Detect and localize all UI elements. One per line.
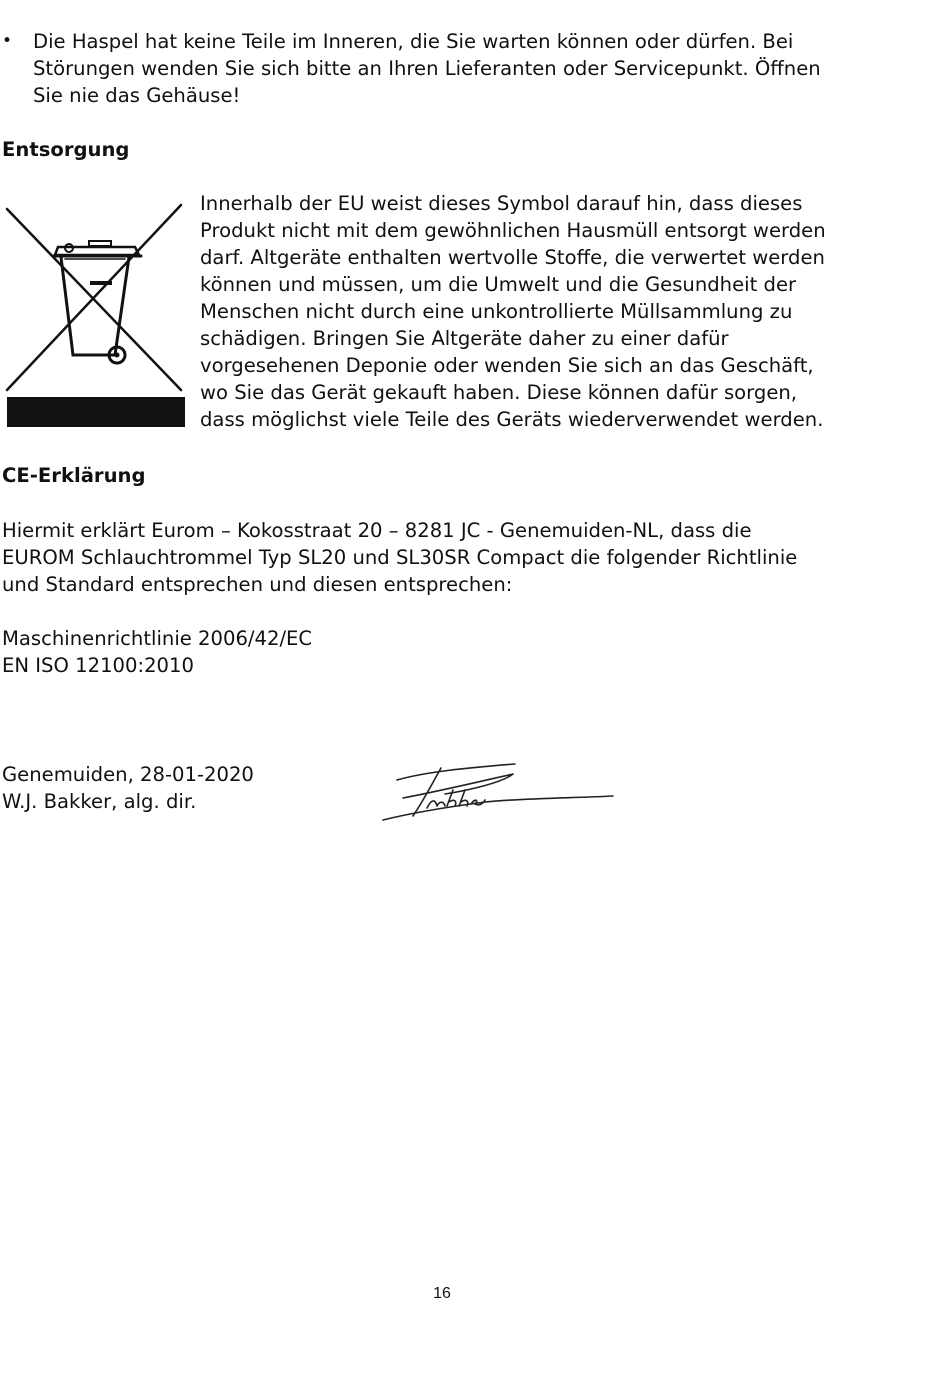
disposal-line: Produkt nicht mit dem gewöhnlichen Hausmüll entsorgt werden xyxy=(200,219,826,242)
bullet-line: Die Haspel hat keine Teile im Inneren, die Sie warten können oder dürfen. Bei xyxy=(33,30,794,53)
disposal-line: wo Sie das Gerät gekauft haben. Diese können dafür sorgen, xyxy=(200,381,798,404)
bullet-text xyxy=(33,28,922,109)
page-number: 16 xyxy=(433,1285,451,1302)
declaration-line: und Standard entsprechen und diesen entsprechen: xyxy=(2,573,513,596)
disposal-line: dass möglichst viele Teile des Geräts wiederverwendet werden. xyxy=(200,408,824,431)
disposal-line: darf. Altgeräte enthalten wertvolle Stoffe, die verwertet werden xyxy=(200,246,825,269)
bullet-line: Störungen wenden Sie sich bitte an Ihren Lieferanten oder Servicepunkt. Öffnen xyxy=(33,57,821,80)
bullet-marker: • xyxy=(2,31,13,51)
place-date: Genemuiden, 28-01-2020 xyxy=(2,763,254,786)
disposal-line: schädigen. Bringen Sie Altgeräte daher zu einer dafür xyxy=(200,327,729,350)
standards-list xyxy=(2,625,602,679)
disposal-line: können und müssen, um die Umwelt und die Gesundheit der xyxy=(200,273,797,296)
disposal-line: Innerhalb der EU weist dieses Symbol darauf hin, dass dieses xyxy=(200,192,803,215)
handwritten-signature xyxy=(375,756,620,828)
maintenance-bullet xyxy=(2,28,922,109)
signatory-name: W.J. Bakker, alg. dir. xyxy=(2,790,197,813)
bullet-line: Sie nie das Gehäuse! xyxy=(33,84,241,107)
disposal-text xyxy=(200,190,890,433)
ce-declaration xyxy=(2,517,902,598)
declaration-line: Hiermit erklärt Eurom – Kokosstraat 20 – 8281 JC - Genemuiden-NL, dass die xyxy=(2,519,752,542)
standard-item: EN ISO 12100:2010 xyxy=(2,654,194,677)
ce-heading: CE-Erklärung xyxy=(2,464,146,487)
signature-block xyxy=(2,761,362,815)
disposal-line: vorgesehenen Deponie oder wenden Sie sich an das Geschäft, xyxy=(200,354,814,377)
disposal-line: Menschen nicht durch eine unkontrollierte Müllsammlung zu xyxy=(200,300,793,323)
declaration-line: EUROM Schlauchtrommel Typ SL20 und SL30SR Compact die folgender Richtlinie xyxy=(2,546,798,569)
crossed-out-wheelie-bin-icon xyxy=(5,195,185,427)
standard-item: Maschinenrichtlinie 2006/42/EC xyxy=(2,627,313,650)
disposal-heading: Entsorgung xyxy=(2,138,130,161)
